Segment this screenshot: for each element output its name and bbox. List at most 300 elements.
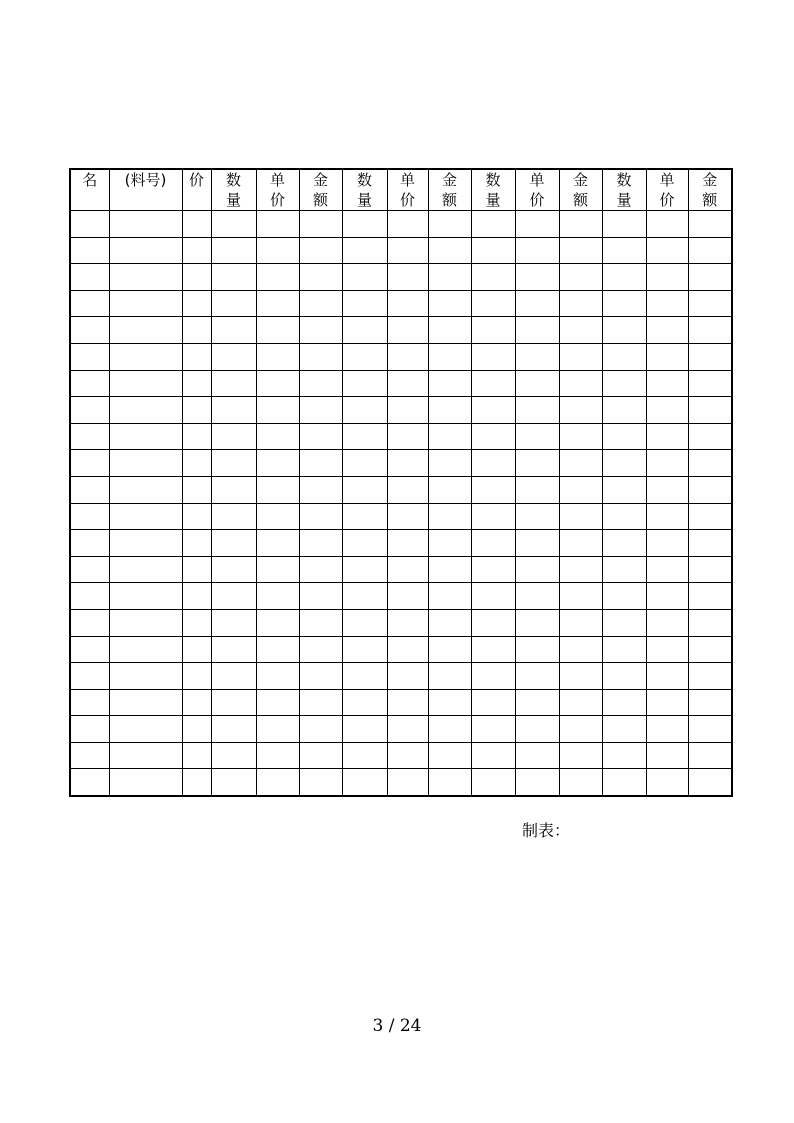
table-cell <box>182 503 211 530</box>
table-cell <box>70 583 109 610</box>
table-cell <box>602 636 646 663</box>
table-cell <box>387 317 428 344</box>
table-cell <box>299 769 342 796</box>
table-cell <box>428 264 471 291</box>
table-cell <box>256 264 299 291</box>
table-cell <box>70 742 109 769</box>
table-cell <box>70 609 109 636</box>
table-cell <box>256 583 299 610</box>
table-cell <box>559 583 602 610</box>
table-cell <box>602 211 646 238</box>
header-cell <box>688 169 732 211</box>
table-cell <box>559 636 602 663</box>
table-cell <box>299 370 342 397</box>
table-cell <box>70 290 109 317</box>
table-cell <box>471 769 515 796</box>
table-cell <box>688 264 732 291</box>
table-cell <box>515 609 559 636</box>
header-cell <box>471 169 515 211</box>
table-cell <box>70 343 109 370</box>
header-cell-text: 单 <box>269 171 285 189</box>
table-cell <box>211 530 256 557</box>
header-cell <box>109 169 182 211</box>
table-cell <box>515 290 559 317</box>
table-cell <box>211 264 256 291</box>
table-cell <box>471 503 515 530</box>
table-cell <box>515 503 559 530</box>
table-cell <box>559 317 602 344</box>
table-cell <box>256 556 299 583</box>
table-cell <box>70 689 109 716</box>
table-cell <box>471 609 515 636</box>
table-cell <box>256 663 299 690</box>
header-cell-text: 单 <box>529 171 545 189</box>
table-cell <box>182 211 211 238</box>
table-cell <box>646 343 688 370</box>
table-cell <box>299 317 342 344</box>
table-row <box>70 397 732 424</box>
header-cell-text: 数 <box>356 171 372 189</box>
table-cell <box>428 689 471 716</box>
table-cell <box>602 423 646 450</box>
table-cell <box>342 370 387 397</box>
table-cell <box>387 290 428 317</box>
table-cell <box>428 211 471 238</box>
table-cell <box>515 370 559 397</box>
table-cell <box>471 476 515 503</box>
table-cell <box>182 663 211 690</box>
table-cell <box>211 689 256 716</box>
table-cell <box>688 663 732 690</box>
table-cell <box>299 290 342 317</box>
header-cell-text: 单 <box>399 171 415 189</box>
table-cell <box>109 583 182 610</box>
table-cell <box>387 716 428 743</box>
table-cell <box>515 476 559 503</box>
table-cell <box>256 450 299 477</box>
table-cell <box>182 450 211 477</box>
table-cell <box>182 609 211 636</box>
table-cell <box>688 237 732 264</box>
table-cell <box>211 397 256 424</box>
table-cell <box>256 317 299 344</box>
table-cell <box>109 290 182 317</box>
table-cell <box>211 663 256 690</box>
table-cell <box>299 211 342 238</box>
table-cell <box>182 317 211 344</box>
table-cell <box>299 476 342 503</box>
table-cell <box>256 769 299 796</box>
table-cell <box>387 370 428 397</box>
table-cell <box>182 742 211 769</box>
table-cell <box>387 609 428 636</box>
table-cell <box>70 237 109 264</box>
prepared-by-label: 制表： <box>522 821 571 840</box>
table-cell <box>646 689 688 716</box>
table-cell <box>559 689 602 716</box>
table-cell <box>70 370 109 397</box>
header-cell-text: 数 <box>225 171 241 189</box>
table-cell <box>515 742 559 769</box>
table-cell <box>602 689 646 716</box>
table-cell <box>109 397 182 424</box>
table-cell <box>387 476 428 503</box>
table-cell <box>471 343 515 370</box>
table-cell <box>182 689 211 716</box>
table-cell <box>211 450 256 477</box>
table-cell <box>471 583 515 610</box>
table-cell <box>256 290 299 317</box>
table-row <box>70 450 732 477</box>
table-cell <box>342 476 387 503</box>
table-cell <box>70 397 109 424</box>
table-cell <box>602 742 646 769</box>
table-cell <box>70 211 109 238</box>
table-cell <box>387 264 428 291</box>
table-cell <box>342 450 387 477</box>
table-cell <box>342 742 387 769</box>
table-cell <box>109 450 182 477</box>
table-cell <box>428 636 471 663</box>
table-cell <box>182 264 211 291</box>
table-cell <box>646 769 688 796</box>
table-cell <box>515 397 559 424</box>
header-cell <box>299 169 342 211</box>
table-cell <box>182 343 211 370</box>
table-cell <box>299 450 342 477</box>
table-cell <box>471 423 515 450</box>
table-cell <box>515 556 559 583</box>
table-cell <box>256 211 299 238</box>
header-cell-text: 额 <box>312 191 328 209</box>
table-cell <box>299 663 342 690</box>
table-cell <box>342 237 387 264</box>
table-cell <box>109 317 182 344</box>
table-cell <box>211 716 256 743</box>
table-cell <box>70 503 109 530</box>
table-cell <box>688 290 732 317</box>
table-cell <box>342 609 387 636</box>
table-cell <box>182 716 211 743</box>
table-cell <box>646 556 688 583</box>
header-cell-text: 价 <box>529 191 545 209</box>
table-cell <box>646 370 688 397</box>
table-cell <box>299 423 342 450</box>
header-cell <box>256 169 299 211</box>
table-cell <box>182 530 211 557</box>
table-cell <box>256 476 299 503</box>
table-cell <box>559 476 602 503</box>
table-cell <box>428 476 471 503</box>
table-cell <box>559 663 602 690</box>
table-cell <box>688 397 732 424</box>
table-cell <box>211 636 256 663</box>
table-cell <box>602 556 646 583</box>
table-cell <box>688 609 732 636</box>
table-cell <box>602 583 646 610</box>
table-cell <box>602 264 646 291</box>
table-cell <box>109 689 182 716</box>
table-cell <box>646 716 688 743</box>
table-cell <box>70 716 109 743</box>
table-cell <box>428 609 471 636</box>
table-cell <box>428 317 471 344</box>
header-cell <box>342 169 387 211</box>
table-cell <box>211 237 256 264</box>
table-cell <box>70 264 109 291</box>
table-cell <box>109 370 182 397</box>
table-cell <box>471 450 515 477</box>
table-cell <box>428 370 471 397</box>
header-cell-text: 价 <box>659 191 675 209</box>
table-cell <box>387 450 428 477</box>
table-cell <box>515 716 559 743</box>
table-cell <box>471 211 515 238</box>
table-cell <box>428 769 471 796</box>
table-cell <box>70 556 109 583</box>
table-row <box>70 264 732 291</box>
table-row <box>70 423 732 450</box>
table-cell <box>342 689 387 716</box>
table-cell <box>428 742 471 769</box>
table-cell <box>646 237 688 264</box>
table-cell <box>688 423 732 450</box>
table-cell <box>515 237 559 264</box>
table-cell <box>646 264 688 291</box>
table-cell <box>211 343 256 370</box>
table-row <box>70 530 732 557</box>
table-cell <box>256 397 299 424</box>
table-cell <box>256 370 299 397</box>
table-cell <box>646 290 688 317</box>
table-cell <box>109 343 182 370</box>
table-cell <box>256 689 299 716</box>
table-cell <box>688 317 732 344</box>
table-cell <box>559 397 602 424</box>
table-cell <box>70 450 109 477</box>
table-cell <box>211 476 256 503</box>
table-cell <box>515 423 559 450</box>
table-cell <box>70 636 109 663</box>
table-cell <box>646 503 688 530</box>
table-cell <box>602 716 646 743</box>
table-cell <box>342 530 387 557</box>
table-cell <box>299 583 342 610</box>
table-cell <box>387 423 428 450</box>
table-cell <box>688 716 732 743</box>
table-cell <box>211 423 256 450</box>
header-cell-text: 量 <box>485 191 501 209</box>
header-cell <box>515 169 559 211</box>
table-cell <box>256 423 299 450</box>
table-cell <box>109 769 182 796</box>
table-cell <box>211 556 256 583</box>
table-cell <box>646 530 688 557</box>
table-cell <box>428 716 471 743</box>
table-cell <box>559 370 602 397</box>
table-cell <box>471 716 515 743</box>
table-cell <box>688 769 732 796</box>
table-cell <box>387 689 428 716</box>
table-cell <box>109 423 182 450</box>
table-cell <box>688 476 732 503</box>
table-cell <box>387 343 428 370</box>
table-cell <box>602 609 646 636</box>
table-row <box>70 583 732 610</box>
table-cell <box>109 211 182 238</box>
header-cell <box>646 169 688 211</box>
table-cell <box>471 290 515 317</box>
table-cell <box>688 583 732 610</box>
table-cell <box>559 716 602 743</box>
table-cell <box>646 583 688 610</box>
table-cell <box>299 237 342 264</box>
table-cell <box>182 397 211 424</box>
table-cell <box>602 476 646 503</box>
header-cell-text: 数 <box>485 171 501 189</box>
table-cell <box>70 769 109 796</box>
table-cell <box>688 530 732 557</box>
table-cell <box>211 742 256 769</box>
table-cell <box>342 423 387 450</box>
table-cell <box>602 317 646 344</box>
table-cell <box>428 663 471 690</box>
table-cell <box>109 636 182 663</box>
table-cell <box>256 636 299 663</box>
table-cell <box>646 663 688 690</box>
table-cell <box>70 663 109 690</box>
table-row <box>70 370 732 397</box>
table-cell <box>428 530 471 557</box>
table-cell <box>646 609 688 636</box>
header-cell-text: 额 <box>572 191 588 209</box>
header-cell <box>602 169 646 211</box>
table-cell <box>688 556 732 583</box>
table-cell <box>256 343 299 370</box>
table-cell <box>109 663 182 690</box>
table-cell <box>182 370 211 397</box>
table-cell <box>342 343 387 370</box>
table-cell <box>602 663 646 690</box>
table-row <box>70 503 732 530</box>
header-cell-text: 量 <box>225 191 241 209</box>
table-row <box>70 343 732 370</box>
table-cell <box>109 264 182 291</box>
table-cell <box>688 370 732 397</box>
table-cell <box>109 476 182 503</box>
header-cell <box>70 169 109 211</box>
table-cell <box>602 237 646 264</box>
table-cell <box>646 636 688 663</box>
table-cell <box>182 636 211 663</box>
table-cell <box>387 583 428 610</box>
table-cell <box>109 237 182 264</box>
table-cell <box>688 636 732 663</box>
table-cell <box>688 689 732 716</box>
table-cell <box>109 742 182 769</box>
table-cell <box>515 689 559 716</box>
table-row <box>70 636 732 663</box>
table-cell <box>471 689 515 716</box>
table-cell <box>182 290 211 317</box>
table-cell <box>471 397 515 424</box>
header-cell-text: 单 <box>659 171 675 189</box>
header-cell <box>428 169 471 211</box>
table-cell <box>109 503 182 530</box>
table-cell <box>688 211 732 238</box>
table-cell <box>515 663 559 690</box>
table-body <box>70 211 732 797</box>
table-cell <box>559 609 602 636</box>
table-row <box>70 211 732 238</box>
table-cell <box>387 636 428 663</box>
table-cell <box>211 503 256 530</box>
table-cell <box>182 556 211 583</box>
table-cell <box>559 343 602 370</box>
table-cell <box>387 211 428 238</box>
table-cell <box>299 530 342 557</box>
table-cell <box>646 211 688 238</box>
table-cell <box>471 636 515 663</box>
table-cell <box>387 237 428 264</box>
table-cell <box>211 769 256 796</box>
table-cell <box>387 503 428 530</box>
table-cell <box>256 237 299 264</box>
table-cell <box>688 343 732 370</box>
table-cell <box>515 211 559 238</box>
header-cell-text: 价 <box>399 191 415 209</box>
table-cell <box>428 343 471 370</box>
table-cell <box>342 769 387 796</box>
header-cell-text: 价 <box>188 171 204 189</box>
table-cell <box>559 769 602 796</box>
data-table <box>69 168 733 797</box>
table-cell <box>471 530 515 557</box>
header-cell-text: (料号) <box>124 171 167 189</box>
table-row <box>70 609 732 636</box>
table-row <box>70 317 732 344</box>
table-row <box>70 769 732 796</box>
table-row <box>70 290 732 317</box>
header-cell-text: 额 <box>702 191 718 209</box>
table-cell <box>646 476 688 503</box>
table-cell <box>387 397 428 424</box>
header-cell-text: 额 <box>441 191 457 209</box>
header-cell <box>211 169 256 211</box>
table-cell <box>471 742 515 769</box>
table-cell <box>471 264 515 291</box>
table-cell <box>688 450 732 477</box>
table-cell <box>559 742 602 769</box>
table-cell <box>428 423 471 450</box>
header-cell-text: 价 <box>269 191 285 209</box>
table-cell <box>299 689 342 716</box>
table-cell <box>342 556 387 583</box>
table-cell <box>299 556 342 583</box>
table-cell <box>602 343 646 370</box>
table-cell <box>182 583 211 610</box>
table-cell <box>387 742 428 769</box>
table-cell <box>602 370 646 397</box>
table-cell <box>70 530 109 557</box>
table-cell <box>109 609 182 636</box>
table-cell <box>559 423 602 450</box>
table-cell <box>428 503 471 530</box>
table-cell <box>428 397 471 424</box>
header-cell-text: 金 <box>572 171 588 189</box>
table-cell <box>471 556 515 583</box>
table-cell <box>256 609 299 636</box>
